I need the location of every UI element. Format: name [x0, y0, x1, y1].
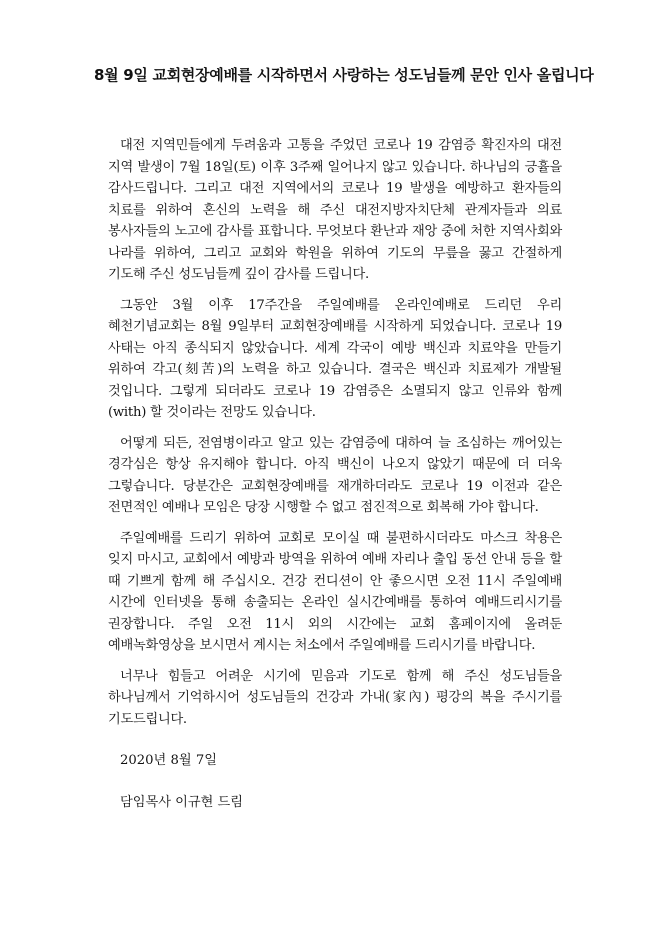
paragraph-greeting: 대전 지역민들에게 두려움과 고통을 주었던 코로나 19 감염증 확진자의 대전 지역 발생이 7월 18일(토) 이후 3주째 일어나지 않고 있습니다. 하나님의 긍휼을 감사드립니다. 그리고 대전 지역에서의 코로나 19 발생을 예방하고 환자들의 치료를 위하여 혼신의 노력을 해 주신 대전지방자치단체 관계자들과 의료 봉사자들의 노고에 감사를 표합니다. 무엇보다 환난과 재앙 중에 처한 지역사회와 나라를 위하여, 그리고 교회와 학원을 위하여 기도의 무릎을 꿇고 간절하게 기도해 주신 성도님들께 깊이 감사를 드립니다. — [108, 138, 562, 282]
paragraph-caution: 어떻게 되든, 전염병이라고 알고 있는 감염증에 대하여 늘 조심하는 깨어있는 경각심은 항상 유지해야 합니다. 아직 백신이 나오지 않았기 때문에 더 더욱 그렇습니다. 당분간은 교회현장예배를 재개하더라도 코로나 19 이전과 같은 전면적인 예배나 모임은 당장 시행할 수 없고 점진적으로 회복해 가야 합니다. — [108, 435, 562, 515]
paragraph-blessing: 너무나 힘들고 어려운 시기에 믿음과 기도로 함께 해 주신 성도님들을 하나님께서 기억하시어 성도님들의 건강과 가내(家內) 평강의 복을 주시기를 기도드립니다. — [108, 668, 562, 727]
letter-body — [108, 135, 562, 813]
paragraph-guidelines: 주일예배를 드리기 위하여 교회로 모이실 때 불편하시더라도 마스크 착용은 잊지 마시고, 교회에서 예방과 방역을 위하여 예배 자리나 출입 동선 안내 등을 할 때 기쁘게 함께 해 주십시오. 건강 컨디션이 안 좋으시면 오전 11시 주일예배 시간에 인터넷을 통해 송출되는 온라인 실시간예배를 통하여 예배드리시기를 권장합니다. 주일 오전 11시 외의 시간에는 교회 홈페이지에 올려둔 예배녹화영상을 보시면서 계시는 처소에서 주일예배를 드리시기를 바랍니다. — [108, 530, 562, 653]
document-title: 8월 9일 교회현장예배를 시작하면서 사랑하는 성도님들께 문안 인사 올립니다 — [94, 66, 594, 84]
paragraph-reopening: 그동안 3월 이후 17주간을 주일예배를 온라인예배로 드리던 우리 혜천기념교회는 8월 9일부터 교회현장예배를 시작하게 되었습니다. 코로나 19 사태는 아직 종식되지 않았습니다. 세계 각국이 예방 백신과 치료약을 만들기 위하여 각고(刻苦)의 노력을 하고 있습니다. 결국은 백신과 치료제가 개발될 것입니다. 그렇게 되더라도 코로나 19 감염증은 소멸되지 않고 인류와 함께(with) 할 것이라는 전망도 있습니다. — [108, 297, 562, 420]
letter-date: 2020년 8월 7일 — [120, 753, 217, 768]
letter-signature: 담임목사 이규현 드림 — [120, 794, 244, 810]
